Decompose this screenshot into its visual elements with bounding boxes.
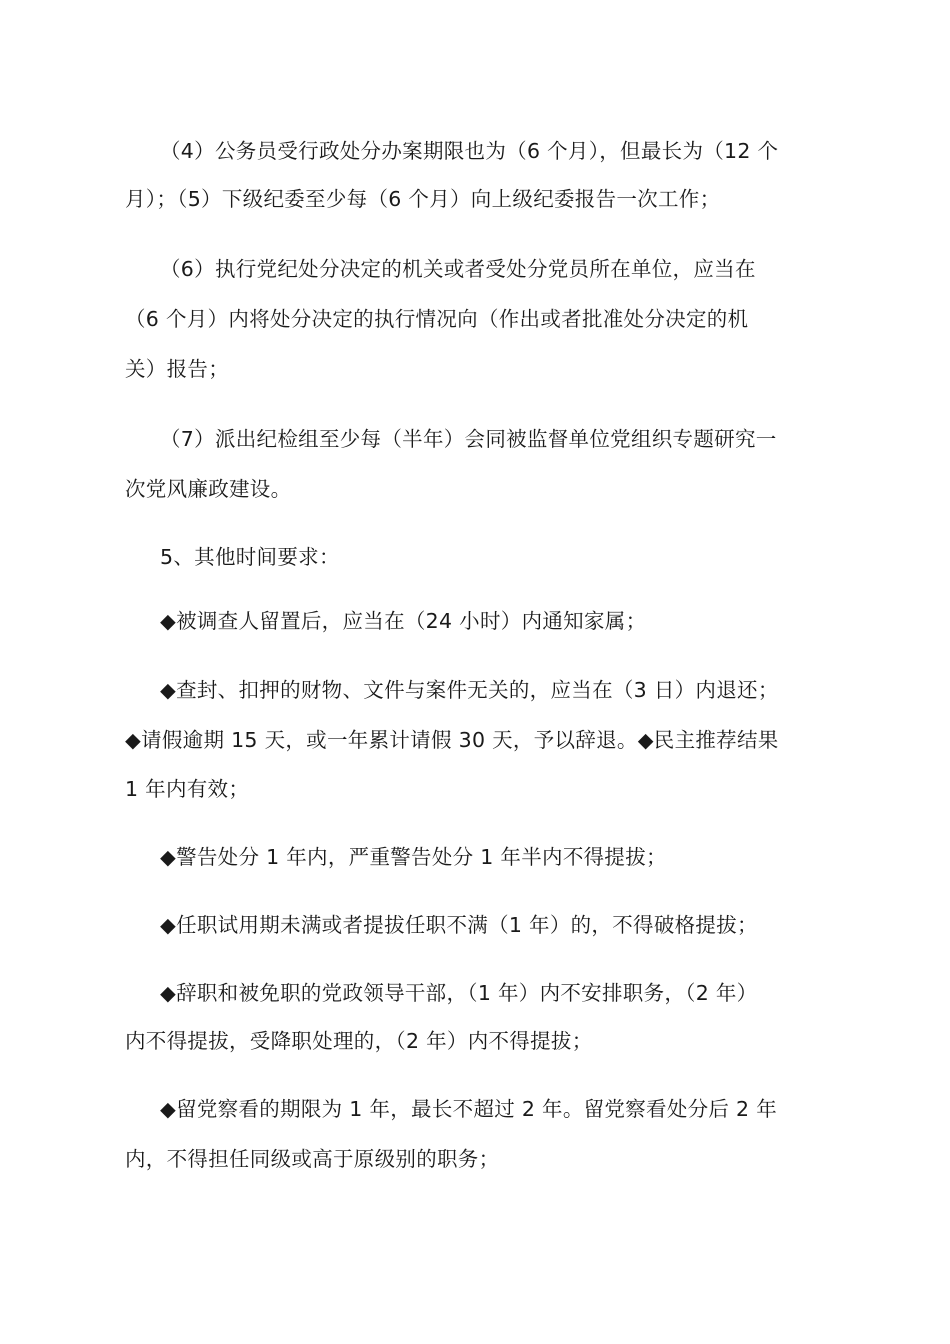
bullet-line-3: ◆请假逾期 15 天，或一年累计请假 30 天，予以辞退。◆民主推荐结果: [125, 728, 779, 752]
text-line-7: 次党风廉政建设。: [125, 477, 292, 501]
bullet-line-7: ◆辞职和被免职的党政领导干部，（1 年）内不安排职务，（2 年）: [160, 981, 758, 1005]
text-line-1: （4）公务员受行政处分办案期限也为（6 个月），但最长为（12 个: [160, 139, 779, 163]
bullet-line-1: ◆被调查人留置后，应当在（24 小时）内通知家属；: [160, 609, 647, 633]
bullet-line-10: 内，不得担任同级或高于原级别的职务；: [125, 1147, 500, 1171]
bullet-line-8: 内不得提拔，受降职处理的，（2 年）内不得提拔；: [125, 1029, 593, 1053]
text-line-5: 关）报告；: [125, 357, 229, 381]
bullet-line-5: ◆警告处分 1 年内，严重警告处分 1 年半内不得提拔；: [160, 845, 667, 869]
bullet-line-6: ◆任职试用期未满或者提拔任职不满（1 年）的，不得破格提拔；: [160, 913, 758, 937]
text-line-6: （7）派出纪检组至少每（半年）会同被监督单位党组织专题研究一: [160, 427, 777, 451]
text-line-2: 月）；（5）下级纪委至少每（6 个月）向上级纪委报告一次工作；: [125, 187, 721, 211]
bullet-line-9: ◆留党察看的期限为 1 年，最长不超过 2 年。留党察看处分后 2 年: [160, 1097, 777, 1121]
bullet-line-4: 1 年内有效；: [125, 777, 250, 801]
text-line-4: （6 个月）内将处分决定的执行情况向（作出或者批准处分决定的机: [125, 307, 749, 331]
section-heading: 5、其他时间要求：: [160, 545, 340, 569]
text-line-3: （6）执行党纪处分决定的机关或者受处分党员所在单位，应当在: [160, 257, 756, 281]
bullet-line-2: ◆查封、扣押的财物、文件与案件无关的，应当在（3 日）内退还；: [160, 678, 779, 702]
